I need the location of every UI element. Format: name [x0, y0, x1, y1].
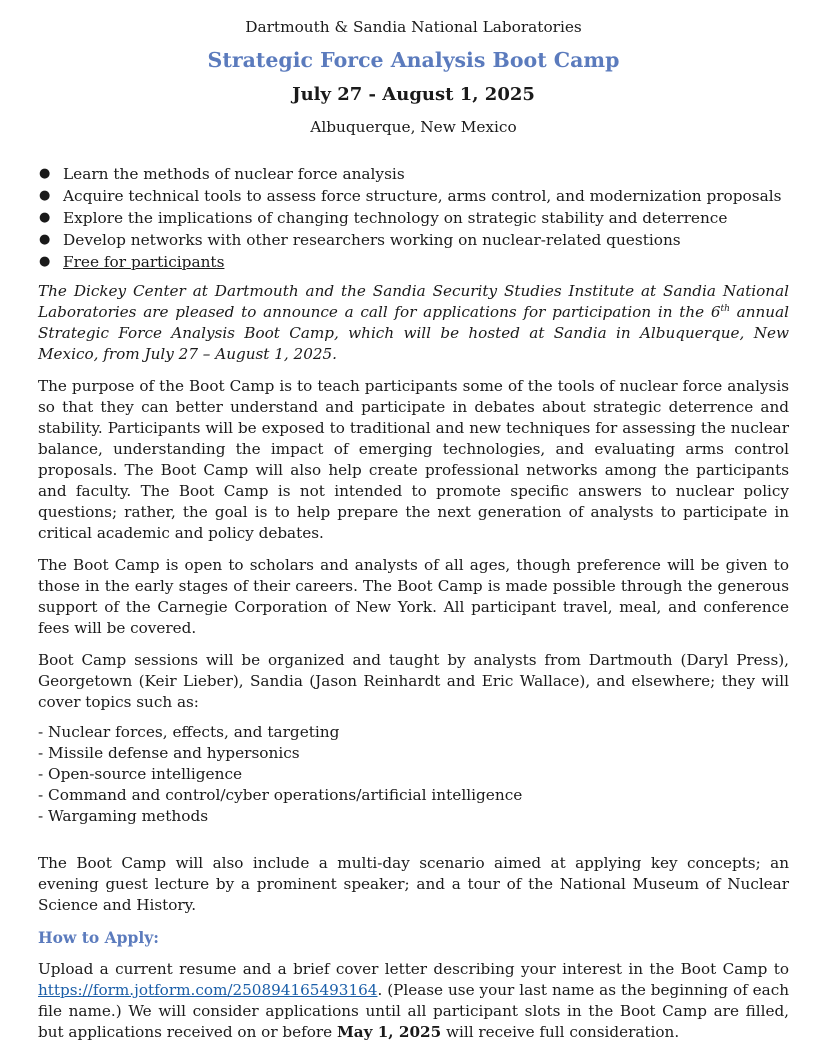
application-form-link[interactable]: https://form.jotform.com/250894165493164: [38, 981, 378, 999]
announcement-paragraph: The Dickey Center at Dartmouth and the Sandia Security Studies Institute at Sandia National Laboratories are pleased to announce a call for applications for participation in the 6th annual Strategic Force Analysis Boot Camp, which will be hosted at Sandia in Albuquerque, New Mexico, from July 27 – August 1, 2025.: [38, 282, 789, 363]
list-item: ● Develop networks with other researchers working on nuclear-related questions: [39, 231, 681, 249]
flyer-page: [38, 16, 789, 1054]
scenario-paragraph: The Boot Camp will also include a multi-day scenario aimed at applying key concepts; an evening guest lecture by a prominent speaker; and a tour of the National Museum of Nuclear Science and History.: [38, 854, 789, 914]
list-item: - Missile defense and hypersonics: [38, 744, 300, 762]
sessions-paragraph: Boot Camp sessions will be organized and taught by analysts from Dartmouth (Daryl Press), Georgetown (Keir Lieber), Sandia (Jason Reinhardt and Eric Wallace), and elsewhere; they will cover topics such as:: [38, 651, 789, 711]
bullet-icon: ●: [39, 254, 51, 269]
organizers-line: Dartmouth & Sandia National Laboratories: [245, 18, 582, 36]
list-item: - Wargaming methods: [38, 807, 209, 825]
list-item: ● Free for participants: [39, 253, 225, 271]
page-title: Strategic Force Analysis Boot Camp: [207, 48, 620, 72]
bullet-icon: ●: [39, 210, 51, 225]
list-item: - Nuclear forces, effects, and targeting: [38, 723, 340, 741]
list-item: - Open-source intelligence: [38, 765, 243, 783]
bullet-icon: ●: [39, 188, 51, 203]
event-dates: July 27 - August 1, 2025: [292, 84, 535, 105]
event-location: Albuquerque, New Mexico: [310, 118, 517, 136]
list-item: - Command and control/cyber operations/artificial intelligence: [38, 786, 523, 804]
topics-list: [38, 722, 789, 827]
deadline-date: May 1, 2025: [336, 1023, 442, 1041]
list-item: ● Explore the implications of changing technology on strategic stability and deterrence: [39, 209, 728, 227]
bullet-icon: ●: [39, 166, 51, 181]
purpose-paragraph: The purpose of the Boot Camp is to teach participants some of the tools of nuclear force analysis so that they can better understand and participate in debates about strategic deterrence and stability. Participants will be exposed to traditional and new techniques for assessing the nuclear balance, understanding the impact of emerging technologies, and evaluating arms control proposals. The Boot Camp will also help create professional networks among the participants and faculty. The Boot Camp is not intended to promote specific answers to nuclear policy questions; rather, the goal is to help prepare the next generation of analysts to participate in critical academic and policy debates.: [38, 377, 789, 542]
apply-paragraph: Upload a current resume and a brief cover letter describing your interest in the Boot Camp to https://form.jotform.com/250894165493164. (Please use your last name as the beginning of each file name.) We will consider applications until all participant slots in the Boot Camp are filled, but applications received on or before May 1, 2025 will receive full consideration.: [38, 960, 789, 1041]
list-item: ● Acquire technical tools to assess force structure, arms control, and modernization proposals: [39, 187, 782, 205]
eligibility-paragraph: The Boot Camp is open to scholars and analysts of all ages, though preference will be given to those in the early stages of their careers. The Boot Camp is made possible through the generous support of the Carnegie Corporation of New York. All participant travel, meal, and conference fees will be covered.: [38, 556, 789, 637]
highlights-list: [38, 163, 789, 273]
how-to-apply-heading: How to Apply:: [38, 928, 159, 947]
list-item: ● Learn the methods of nuclear force analysis: [39, 165, 405, 183]
bullet-icon: ●: [39, 232, 51, 247]
